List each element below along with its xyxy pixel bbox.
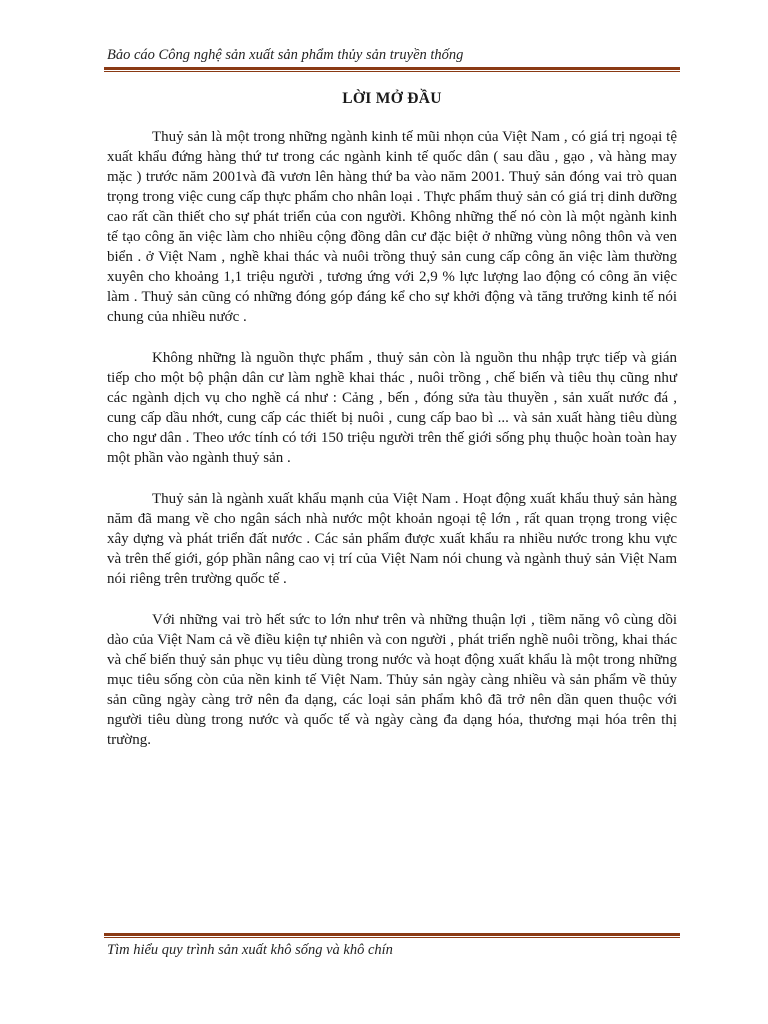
document-body: [107, 127, 677, 771]
page-header: Bảo cáo Công nghệ sản xuất sản phẩm thủy sản truyền thống: [107, 47, 464, 63]
document-title: LỜI MỞ ĐẦU: [342, 90, 442, 107]
header-rule: [104, 67, 680, 72]
paragraph-3: Thuỷ sản là ngành xuất khẩu mạnh của Việt Nam . Hoạt động xuất khẩu thuỷ sản hàng năm đã mang về cho ngân sách nhà nước một khoản ngoại tệ lớn , rất quan trọng trong việc xây dựng và phát triển đất nước . Các sản phẩm được xuất khẩu ra nhiều nước trong khu vực và trên thế giới, góp phần nâng cao vị trí của Việt Nam nói chung và ngành thuỷ sản Việt Nam nói riêng trên trường quốc tế .: [107, 491, 677, 587]
footer-rule: [104, 933, 680, 938]
paragraph-4: Với những vai trò hết sức to lớn như trên và những thuận lợi , tiềm năng vô cùng dồi dào của Việt Nam cả về điều kiện tự nhiên và con người , phát triển nghề nuôi trồng, khai thác và chế biến thuỷ sản phục vụ tiêu dùng trong nước và hoạt động xuất khẩu là một trong những mục tiêu sống còn của nền kinh tế Việt Nam. Thủy sản ngày càng nhiều và sản phẩm về thủy sản cũng ngày càng trở nên đa dạng, các loại sản phẩm khô đã trở nên dần quen thuộc với người tiêu dùng trong nước và quốc tế và ngày càng đa dạng hóa, thương mại hóa trên thị trường.: [107, 612, 677, 748]
page-footer: Tìm hiểu quy trình sản xuất khô sống và khô chín: [107, 942, 393, 958]
paragraph-2: Không những là nguồn thực phẩm , thuỷ sản còn là nguồn thu nhập trực tiếp và gián tiếp cho một bộ phận dân cư làm nghề khai thác , nuôi trồng , chế biến và tiêu thụ cũng như các ngành dịch vụ cho nghề cá như : Cảng , bến , đóng sửa tàu thuyền , sản xuất nước đá , cung cấp dầu nhớt, cung cấp các thiết bị nuôi , cung cấp bao bì ... và sản xuất hàng tiêu dùng cho ngư dân . Theo ước tính có tới 150 triệu người trên thế giới sống phụ thuộc hoàn toàn hay một phần vào ngành thuỷ sản .: [107, 350, 677, 466]
paragraph-1: Thuỷ sản là một trong những ngành kinh tế mũi nhọn của Việt Nam , có giá trị ngoại tệ xuất khẩu đứng hàng thứ tư trong các ngành kinh tế quốc dân ( sau dầu , gạo , và hàng may mặc ) trước năm 2001và đã vươn lên hàng thứ ba vào năm 2001. Thuỷ sản đóng vai trò quan trọng trong việc cung cấp thực phẩm cho nhân loại . Thực phẩm thuỷ sản có giá trị dinh dưỡng cao rất cần thiết cho sự phát triển của con người. Không những thế nó còn là một ngành kinh tế tạo công ăn việc làm cho nhiều cộng đồng dân cư đặc biệt ở những vùng nông thôn và ven biển . ở Việt Nam , nghề khai thác và nuôi trồng thuỷ sản cung cấp công ăn việc làm thường xuyên cho khoảng 1,1 triệu người , tương ứng với 2,9 % lực lượng lao động có công ăn việc làm . Thuỷ sản cũng có những đóng góp đáng kể cho sự khởi động và tăng trưởng kinh tế nói chung của nhiều nước .: [107, 129, 677, 325]
